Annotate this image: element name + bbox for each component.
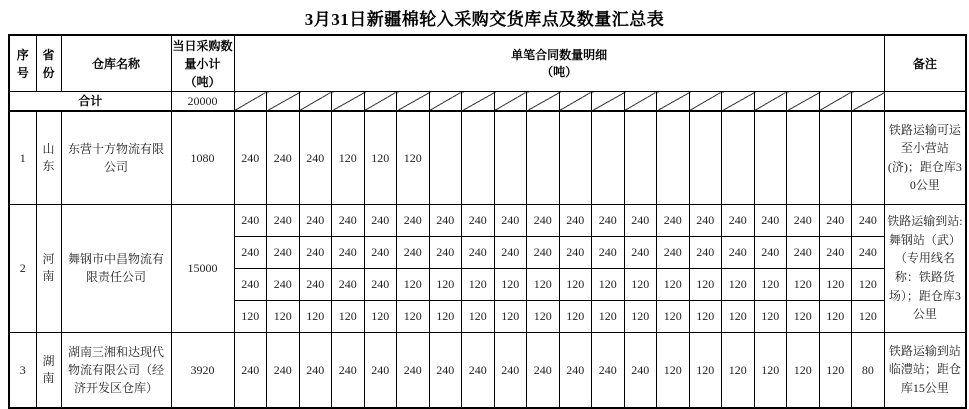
total-diagonal-cell [397, 92, 430, 112]
col-header-province: 省份 [36, 35, 61, 92]
empty-quantity-cell [819, 111, 852, 204]
quantity-cell: 120 [527, 268, 560, 300]
quantity-cell: 120 [689, 268, 722, 300]
col-header-seq: 序号 [9, 35, 36, 92]
quantity-cell: 240 [689, 236, 722, 268]
total-diagonal-cell [267, 92, 300, 112]
col-header-warehouse: 仓库名称 [61, 35, 171, 92]
warehouse-cell: 东营十方物流有限公司 [61, 111, 171, 204]
quantity-cell: 240 [364, 332, 397, 408]
quantity-cell: 120 [657, 268, 690, 300]
empty-quantity-cell [624, 111, 657, 204]
empty-quantity-cell [462, 111, 495, 204]
total-diagonal-cell [592, 92, 625, 112]
quantity-cell: 120 [429, 300, 462, 332]
quantity-cell: 240 [429, 332, 462, 408]
total-diagonal-cell [624, 92, 657, 112]
quantity-cell: 240 [397, 236, 430, 268]
total-label: 合计 [9, 92, 171, 112]
total-diagonal-cell [299, 92, 332, 112]
quantity-cell: 120 [754, 332, 787, 408]
quantity-cell: 120 [657, 332, 690, 408]
quantity-cell: 240 [299, 204, 332, 236]
quantity-cell: 240 [364, 204, 397, 236]
quantity-cell: 240 [267, 332, 300, 408]
empty-quantity-cell [787, 111, 820, 204]
quantity-cell: 240 [592, 332, 625, 408]
quantity-cell: 120 [819, 300, 852, 332]
quantity-cell: 240 [624, 332, 657, 408]
quantity-cell: 240 [527, 332, 560, 408]
quantity-cell: 240 [657, 204, 690, 236]
quantity-cell: 120 [722, 268, 755, 300]
province-cell: 湖南 [36, 332, 61, 408]
quantity-cell: 240 [787, 236, 820, 268]
quantity-cell: 120 [624, 268, 657, 300]
quantity-cell: 120 [852, 300, 885, 332]
detail-header-unit: （吨） [541, 64, 578, 79]
data-row [9, 111, 966, 204]
total-diagonal-cell [462, 92, 495, 112]
quantity-cell: 120 [429, 268, 462, 300]
quantity-cell: 120 [852, 268, 885, 300]
quantity-cell: 240 [689, 204, 722, 236]
total-diagonal-cell [527, 92, 560, 112]
col-header-remark: 备注 [884, 35, 966, 92]
quantity-cell: 240 [234, 111, 267, 204]
empty-quantity-cell [559, 111, 592, 204]
total-diagonal-cell [332, 92, 365, 112]
quantity-cell: 120 [364, 111, 397, 204]
summary-table [8, 34, 967, 409]
quantity-cell: 240 [234, 236, 267, 268]
quantity-cell: 120 [559, 268, 592, 300]
empty-quantity-cell [429, 111, 462, 204]
quantity-cell: 240 [234, 268, 267, 300]
total-diagonal-cell [787, 92, 820, 112]
quantity-cell: 120 [819, 268, 852, 300]
total-diagonal-cell [234, 92, 267, 112]
quantity-cell: 240 [299, 332, 332, 408]
quantity-cell: 120 [234, 300, 267, 332]
subtotal-cell: 1080 [171, 111, 234, 204]
quantity-cell: 240 [624, 204, 657, 236]
empty-quantity-cell [657, 111, 690, 204]
seq-cell: 2 [9, 204, 36, 332]
quantity-cell: 120 [787, 300, 820, 332]
quantity-cell: 240 [559, 236, 592, 268]
seq-cell: 3 [9, 332, 36, 408]
quantity-cell: 120 [559, 300, 592, 332]
total-diagonal-cell [819, 92, 852, 112]
empty-quantity-cell [689, 111, 722, 204]
quantity-cell: 240 [462, 332, 495, 408]
quantity-cell: 120 [819, 332, 852, 408]
quantity-cell: 240 [299, 236, 332, 268]
total-diagonal-cell [657, 92, 690, 112]
quantity-cell: 120 [332, 300, 365, 332]
quantity-cell: 120 [754, 300, 787, 332]
quantity-cell: 240 [852, 204, 885, 236]
quantity-cell: 240 [267, 111, 300, 204]
quantity-cell: 120 [754, 268, 787, 300]
quantity-cell: 240 [234, 204, 267, 236]
quantity-cell: 120 [787, 268, 820, 300]
quantity-cell: 240 [819, 236, 852, 268]
quantity-cell: 240 [559, 332, 592, 408]
remark-cell: 铁路运输到站临澧站；距仓库15公里 [884, 332, 966, 408]
subtotal-cell: 3920 [171, 332, 234, 408]
quantity-cell: 120 [592, 268, 625, 300]
total-diagonal-cell [494, 92, 527, 112]
total-diagonal-cell [689, 92, 722, 112]
quantity-cell: 120 [267, 300, 300, 332]
quantity-cell: 240 [722, 236, 755, 268]
quantity-cell: 120 [592, 300, 625, 332]
quantity-cell: 120 [364, 300, 397, 332]
quantity-cell: 120 [527, 300, 560, 332]
empty-quantity-cell [722, 111, 755, 204]
detail-header-title: 单笔合同数量明细 [511, 47, 608, 62]
total-row [9, 92, 966, 112]
quantity-cell: 240 [332, 204, 365, 236]
quantity-cell: 120 [299, 300, 332, 332]
quantity-cell: 120 [657, 300, 690, 332]
total-value: 20000 [171, 92, 234, 112]
quantity-cell: 120 [624, 300, 657, 332]
quantity-cell: 240 [397, 332, 430, 408]
total-diagonal-cell [722, 92, 755, 112]
quantity-cell: 120 [494, 300, 527, 332]
quantity-cell: 240 [494, 204, 527, 236]
data-row [9, 332, 966, 408]
subtotal-cell: 15000 [171, 204, 234, 332]
total-diagonal-cell [364, 92, 397, 112]
empty-quantity-cell [592, 111, 625, 204]
quantity-cell: 240 [494, 332, 527, 408]
total-diagonal-cell [429, 92, 462, 112]
quantity-cell: 120 [462, 268, 495, 300]
quantity-cell: 120 [689, 300, 722, 332]
warehouse-cell: 湖南三湘和达现代物流有限公司（经济开发区仓库） [61, 332, 171, 408]
data-row [9, 204, 966, 236]
empty-quantity-cell [852, 111, 885, 204]
seq-cell: 1 [9, 111, 36, 204]
quantity-cell: 240 [787, 204, 820, 236]
quantity-cell: 240 [819, 204, 852, 236]
quantity-cell: 240 [299, 111, 332, 204]
quantity-cell: 240 [364, 268, 397, 300]
quantity-cell: 120 [722, 300, 755, 332]
total-diagonal-cell [852, 92, 885, 112]
quantity-cell: 120 [397, 300, 430, 332]
quantity-cell: 240 [559, 204, 592, 236]
total-diagonal-cell [559, 92, 592, 112]
quantity-cell: 120 [332, 111, 365, 204]
quantity-cell: 240 [267, 204, 300, 236]
page-title: 3月31日新疆棉轮入采购交货库点及数量汇总表 [304, 10, 665, 29]
col-header-detail [234, 35, 884, 92]
quantity-cell: 120 [689, 332, 722, 408]
quantity-cell: 240 [267, 236, 300, 268]
remark-cell: 铁路运输可运至小营站(济)；距仓库30公里 [884, 111, 966, 204]
empty-quantity-cell [527, 111, 560, 204]
quantity-cell: 240 [592, 204, 625, 236]
remark-cell: 铁路运输到站:舞钢站（武）（专用线名称：铁路货场）；距仓库3公里 [884, 204, 966, 332]
province-cell: 河南 [36, 204, 61, 332]
quantity-cell: 240 [299, 268, 332, 300]
quantity-cell: 240 [397, 204, 430, 236]
quantity-cell: 240 [527, 204, 560, 236]
quantity-cell: 240 [754, 204, 787, 236]
quantity-cell: 240 [722, 204, 755, 236]
col-header-subtotal: 当日采购数量小计（吨） [171, 35, 234, 92]
quantity-cell: 240 [332, 332, 365, 408]
quantity-cell: 120 [462, 300, 495, 332]
quantity-cell: 120 [787, 332, 820, 408]
quantity-cell: 120 [397, 111, 430, 204]
header-row [9, 35, 966, 92]
quantity-cell: 240 [657, 236, 690, 268]
quantity-cell: 240 [852, 236, 885, 268]
warehouse-cell: 舞钢市中昌物流有限责任公司 [61, 204, 171, 332]
empty-quantity-cell [494, 111, 527, 204]
quantity-cell: 240 [332, 236, 365, 268]
empty-quantity-cell [754, 111, 787, 204]
quantity-cell: 80 [852, 332, 885, 408]
quantity-cell: 240 [429, 204, 462, 236]
quantity-cell: 240 [462, 236, 495, 268]
total-remark-cell [884, 92, 966, 112]
quantity-cell: 240 [429, 236, 462, 268]
quantity-cell: 240 [332, 268, 365, 300]
quantity-cell: 240 [592, 236, 625, 268]
province-cell: 山东 [36, 111, 61, 204]
quantity-cell: 240 [364, 236, 397, 268]
quantity-cell: 120 [722, 332, 755, 408]
total-diagonal-cell [754, 92, 787, 112]
quantity-cell: 240 [754, 236, 787, 268]
quantity-cell: 240 [624, 236, 657, 268]
quantity-cell: 240 [462, 204, 495, 236]
quantity-cell: 240 [494, 236, 527, 268]
quantity-cell: 120 [397, 268, 430, 300]
quantity-cell: 240 [267, 268, 300, 300]
quantity-cell: 240 [234, 332, 267, 408]
quantity-cell: 240 [527, 236, 560, 268]
quantity-cell: 120 [494, 268, 527, 300]
